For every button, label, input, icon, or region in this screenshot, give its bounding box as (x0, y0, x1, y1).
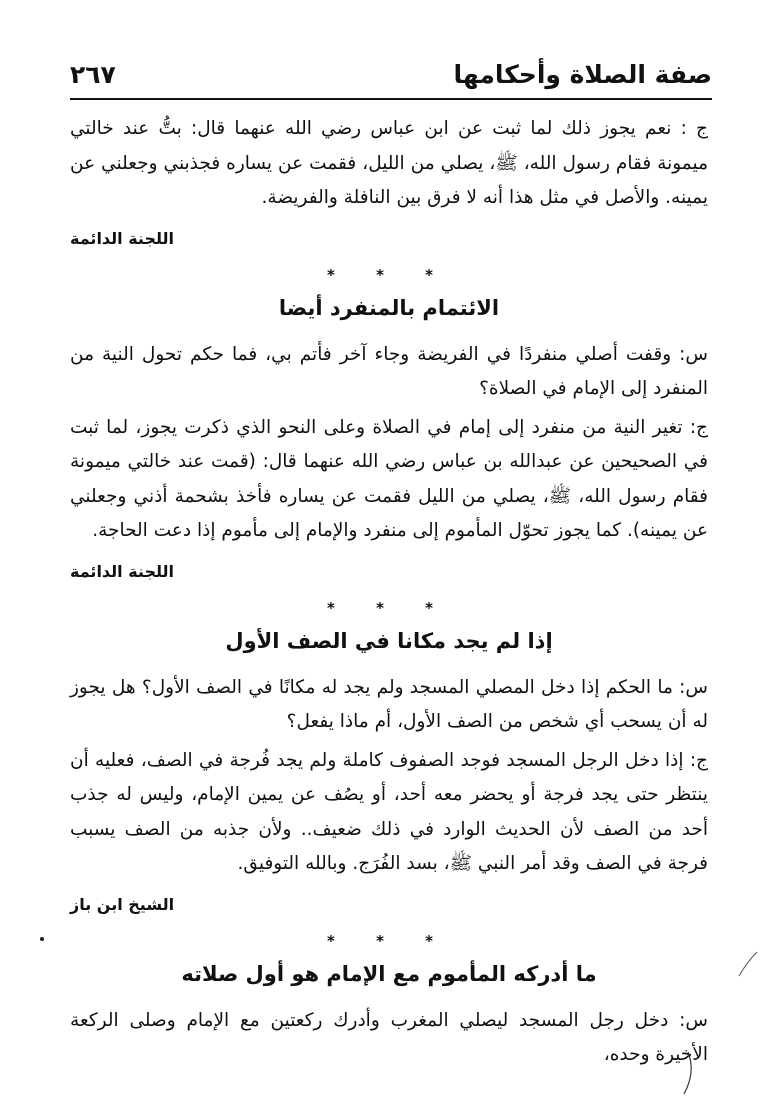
section-title: ما أدركه المأموم مع الإمام هو أول صلاته (181, 961, 597, 986)
section-title: إذا لم يجد مكانا في الصف الأول (225, 628, 553, 653)
question-paragraph: س: ما الحكم إذا دخل المصلي المسجد ولم يجد له مكانًا في الصف الأول؟ هل يجوز له أن يسحب أي شخص من الصف الأول، أم ماذا يفعل؟ (70, 676, 708, 732)
answer-paragraph: ج: تغير النية من منفرد إلى إمام في الصلاة وعلى النحو الذي ذكرت يجوز، لما ثبت في الصحيحين عن عبدالله بن عباس رضي الله عنهما قال: (قمت عند خالتي ميمونة فقام رسول الله، ﷺ، يصلي من الليل فقمت عن يساره فأخذ بشحمة أذني وجعلني عن يمينه). كما يجوز تحوّل المأموم إلى منفرد والإمام إلى مأموم إذا دعت الحاجة. (70, 416, 708, 541)
scan-mark (676, 1050, 696, 1096)
section-separator: * * * (327, 265, 451, 284)
page-header (70, 58, 712, 100)
source-attribution: اللجنة الدائمة (70, 561, 175, 581)
question-paragraph: س: دخل رجل المسجد ليصلي المغرب وأدرك ركعتين مع الإمام وصلى الركعة الأخيرة وحده، (70, 1009, 708, 1065)
page-body (70, 112, 708, 1073)
question-paragraph: س: وقفت أصلي منفردًا في الفريضة وجاء آخر فأتم بي، فما حكم تحول النية من المنفرد إلى الإمام في الصلاة؟ (70, 343, 708, 399)
section-separator: * * * (327, 931, 451, 950)
section-title: الائتمام بالمنفرد أيضا (278, 295, 500, 320)
answer-paragraph: ج: إذا دخل الرجل المسجد فوجد الصفوف كاملة ولم يجد فُرجة في الصف، فعليه أن ينتظر حتى يجد فرجة أو يحضر معه أحد، أو يصُف عن يمين الإمام، وليس له جذب أحد من الصف لأن الحديث الوارد في ذلك ضعيف.. ولأن جذبه من الصف يسبب فرجة في الصف وقد أمر النبي ﷺ، بسد الفُرَج. وبالله التوفيق. (70, 749, 708, 874)
source-attribution: اللجنة الدائمة (70, 228, 175, 248)
section-separator: * * * (327, 598, 451, 617)
running-title: صفة الصلاة وأحكامها (453, 60, 712, 89)
source-attribution: الشيخ ابن باز (70, 894, 175, 914)
page-number: ٢٦٧ (70, 60, 116, 89)
margin-dot (40, 937, 44, 941)
answer-paragraph: ج : نعم يجوز ذلك لما ثبت عن ابن عباس رضي الله عنهما قال: بتُّ عند خالتي ميمونة فقام رسول الله، ﷺ، يصلي من الليل، فقمت عن يساره فجذبني وجعلني عن يمينه. والأصل في مثل هذا أنه لا فرق بين النافلة والفريضة. (70, 118, 708, 208)
scan-mark (735, 950, 759, 980)
